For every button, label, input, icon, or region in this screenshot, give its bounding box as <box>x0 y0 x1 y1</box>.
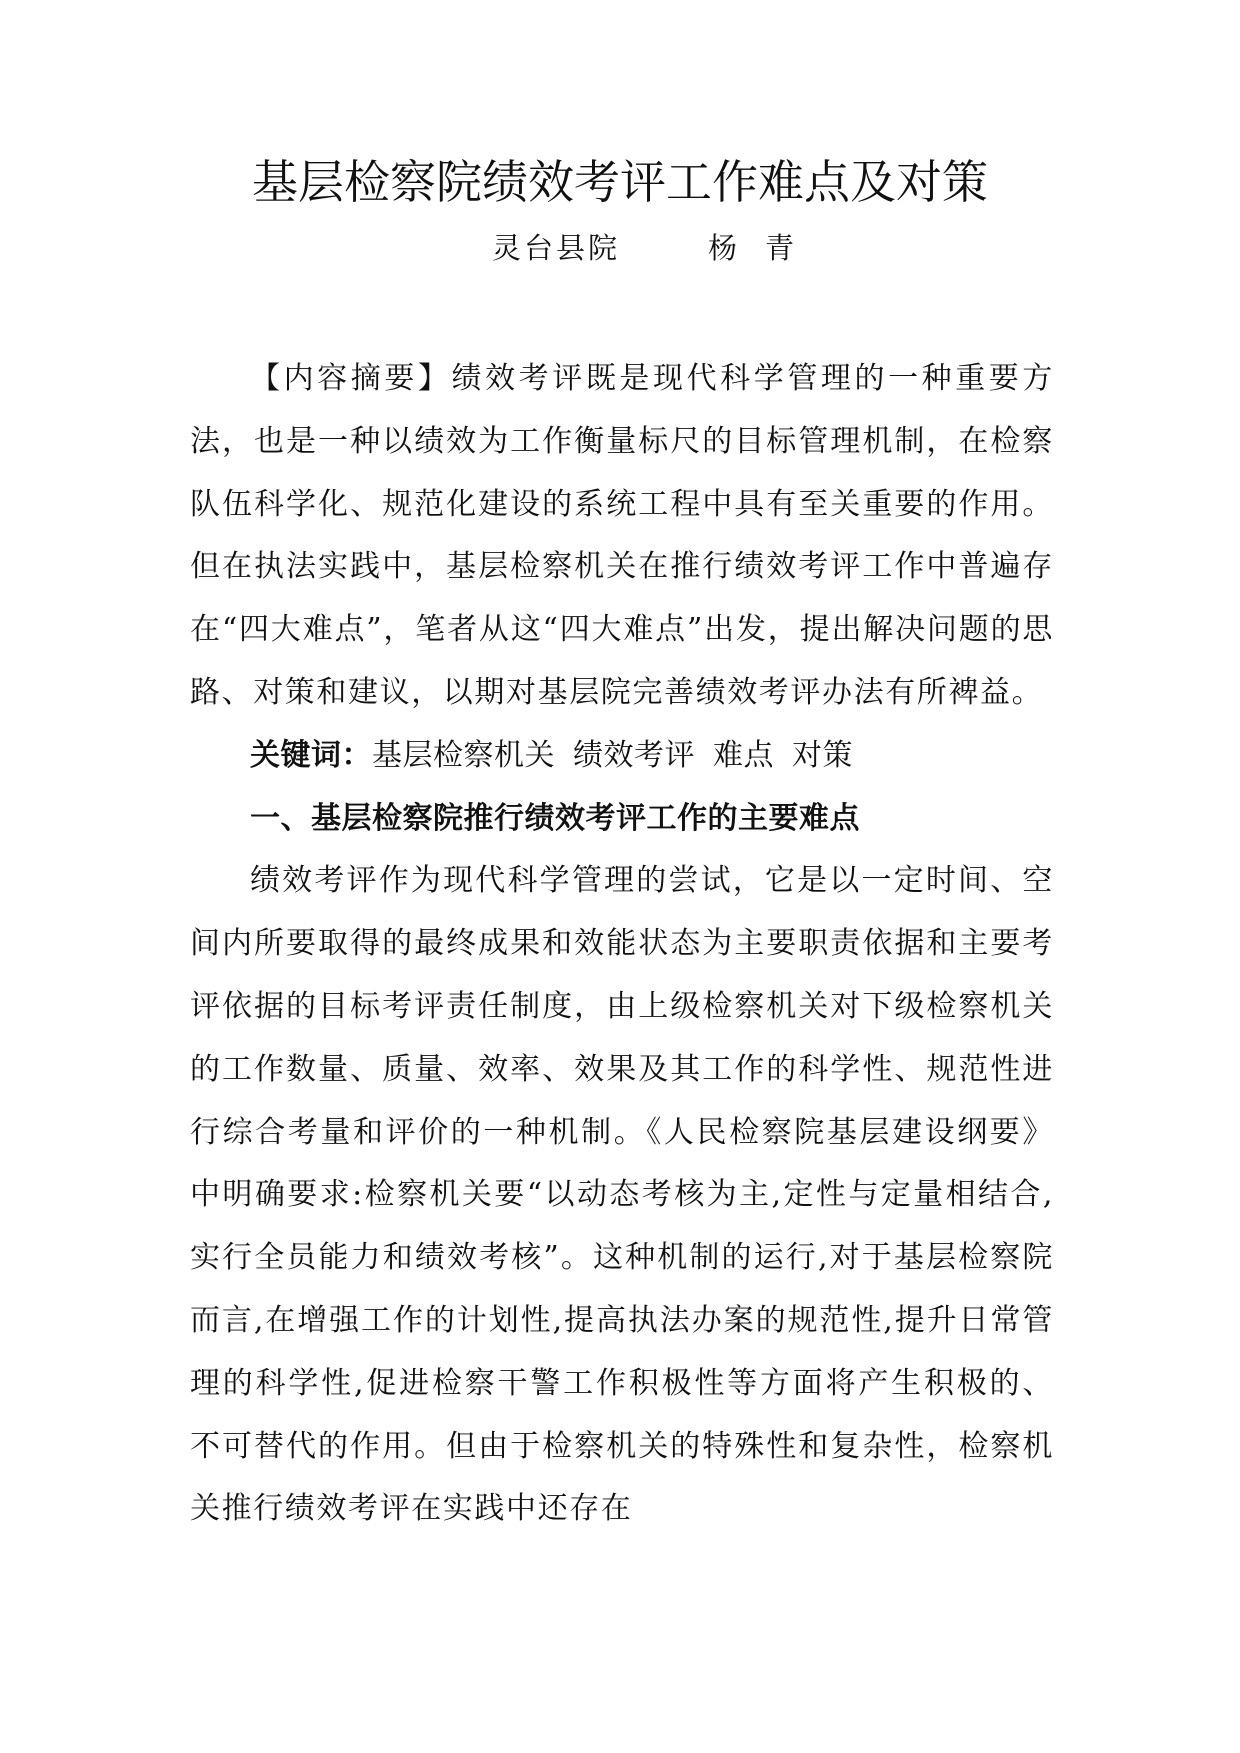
keywords-label: 关键词： <box>250 737 372 773</box>
document-body <box>190 348 1054 1541</box>
keywords-line <box>190 725 1054 788</box>
section-paragraph: 绩效考评作为现代科学管理的尝试，它是以一定时间、空间内所要取得的最终成果和效能状态为主要职责依据和主要考评依据的目标考评责任制度，由上级检察机关对下级检察机关的工作数量、质量、效率、效果及其工作的科学性、规范性进行综合考量和评价的一种机制。《人民检察院基层建设纲要》中明确要求:检察机关要“以动态考核为主,定性与定量相结合,实行全员能力和绩效考核”。这种机制的运行,对于基层检察院而言,在增强工作的计划性,提高执法办案的规范性,提升日常管理的科学性,促进检察干警工作积极性等方面将产生积极的、不可替代的作用。但由于检察机关的特殊性和复杂性，检察机关推行绩效考评在实践中还存在 <box>190 863 1054 1527</box>
byline <box>0 228 1240 268</box>
keyword: 绩效考评 <box>573 737 695 773</box>
author-organization: 灵台县院 <box>492 231 621 265</box>
keyword: 对策 <box>792 737 853 773</box>
abstract-paragraph: 【内容摘要】绩效考评既是现代科学管理的一种重要方法，也是一种以绩效为工作衡量标尺的目标管理机制，在检察队伍科学化、规范化建设的系统工程中具有至关重要的作用。但在执法实践中，基层检察机关在推行绩效考评工作中普遍存在“四大难点”，笔者从这“四大难点”出发，提出解决问题的思路、对策和建议，以期对基层院完善绩效考评办法有所裨益。 <box>190 361 1054 710</box>
keyword: 难点 <box>713 737 774 773</box>
keyword: 基层检察机关 <box>372 737 555 773</box>
section-heading: 一、基层检察院推行绩效考评工作的主要难点 <box>250 800 860 836</box>
author-name: 杨青 <box>708 231 823 265</box>
document-title: 基层检察院绩效考评工作难点及对策 <box>252 155 988 209</box>
